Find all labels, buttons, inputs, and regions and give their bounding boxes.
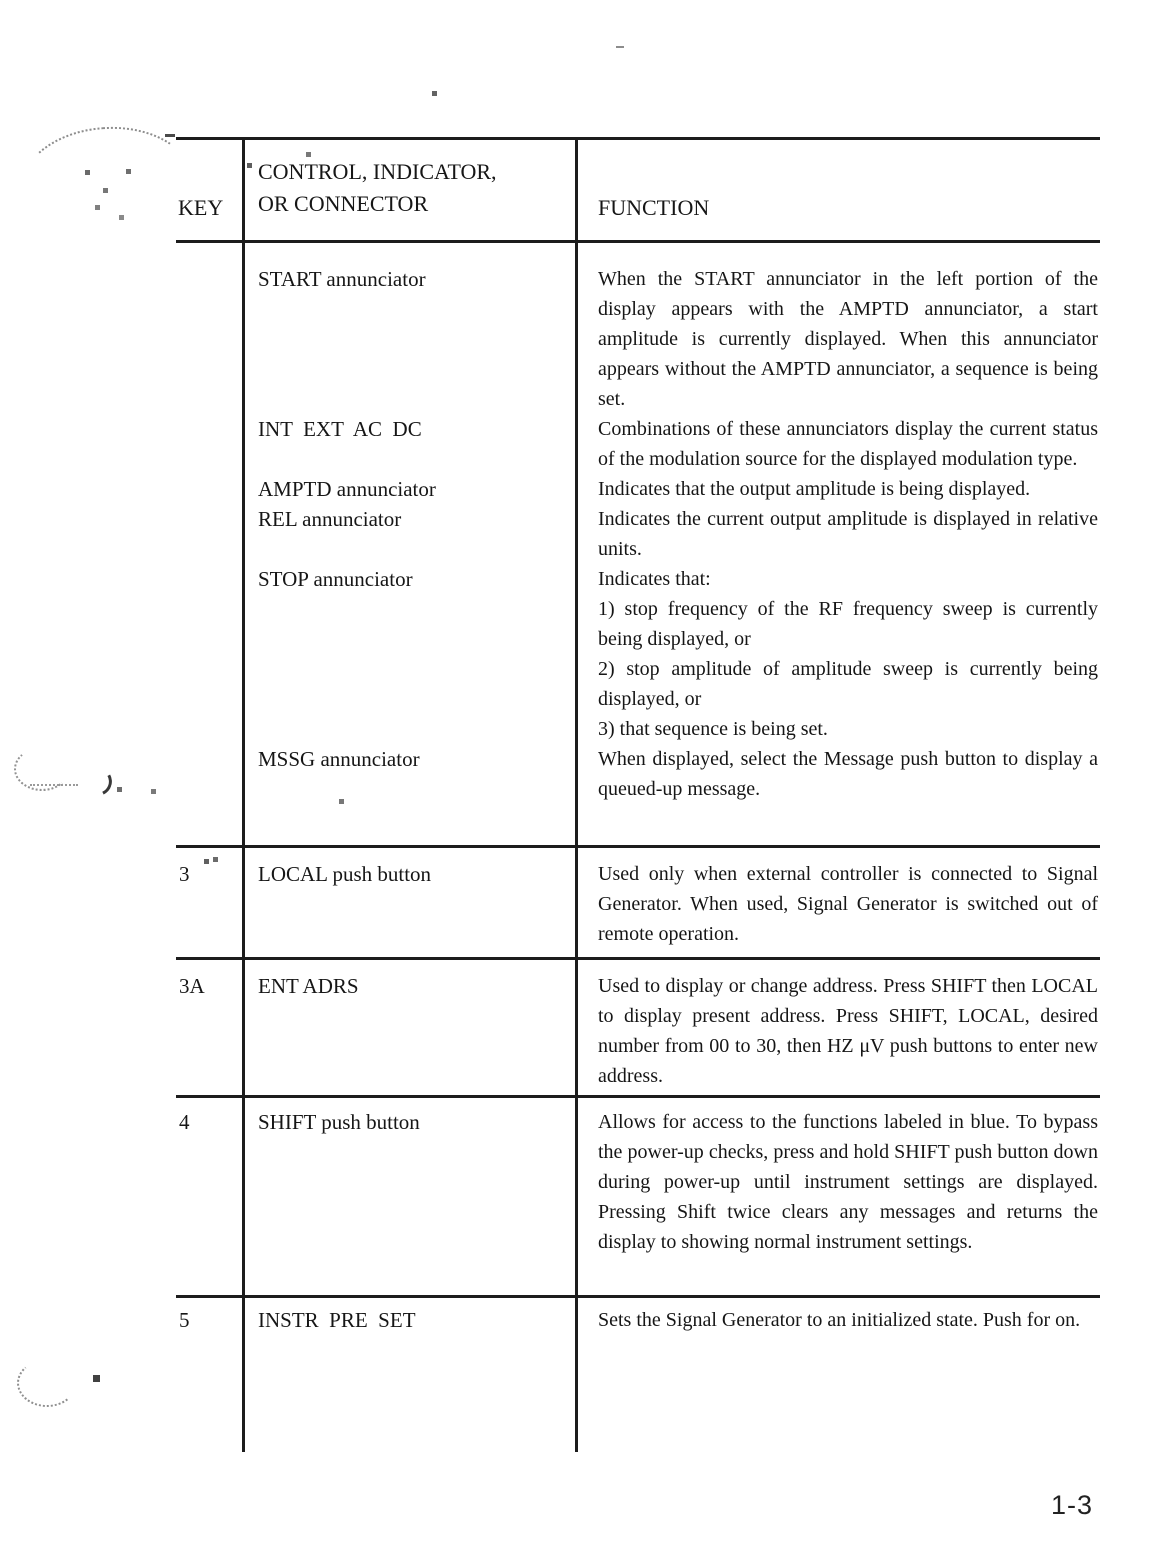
- scan-artifact-arc-bottom-left: [17, 1359, 77, 1407]
- function-paragraph: Used only when external controller is connected to Signal Generator. When used, Signal Generator is switched out of remote operation.: [598, 863, 1098, 945]
- table-row: [178, 957, 1100, 1095]
- table-entry: [242, 474, 1100, 504]
- function-text: [575, 744, 1100, 804]
- key-value: 3A: [179, 974, 205, 998]
- key-value: [178, 264, 242, 845]
- function-text: [575, 414, 1100, 474]
- table-row: [178, 1295, 1100, 1452]
- header-control-line2: OR CONNECTOR: [258, 191, 429, 216]
- control-label: START annunciator: [258, 267, 426, 291]
- scan-artifact-speckles: [0, 0, 3, 3]
- header-control-line1: CONTROL, INDICATOR,: [258, 159, 497, 184]
- function-paragraph: When displayed, select the Message push button to display a queued-up message.: [598, 748, 1098, 800]
- control-label: STOP annunciator: [258, 567, 413, 591]
- key-value: 5: [179, 1308, 190, 1332]
- function-paragraph: Sets the Signal Generator to an initialized state. Push for on.: [598, 1309, 1081, 1331]
- table-entry: [242, 859, 1100, 949]
- control-label: MSSG annunciator: [258, 747, 420, 771]
- page-number: 1-3: [1051, 1490, 1094, 1520]
- function-paragraph: Used to display or change address. Press SHIFT then LOCAL to display present address. Press SHIFT, LOCAL, desired number from 00 to 30, then HZ μV push buttons to enter new address.: [598, 975, 1098, 1087]
- function-text: [575, 474, 1100, 504]
- function-text: [575, 1107, 1100, 1257]
- control-label: AMPTD annunciator: [258, 477, 436, 501]
- function-text: [575, 971, 1100, 1091]
- scan-artifact-pencil-hook: [76, 762, 116, 800]
- table-entry: [242, 504, 1100, 564]
- control-label: INT EXT AC DC: [258, 417, 422, 441]
- function-paragraph: Allows for access to the functions labeled in blue. To bypass the power-up checks, press and hold SHIFT push button down during power-up until instrument settings are displayed. Pressing Shift twice clears any messages and returns the display to showing normal instrument settings.: [598, 1111, 1098, 1253]
- function-paragraph: Indicates the current output amplitude is displayed in relative units.: [598, 508, 1098, 560]
- scan-artifact-tick-small: [616, 46, 624, 48]
- table-row: [178, 1095, 1100, 1295]
- scan-artifact-tick: [165, 134, 175, 137]
- table-entry: [242, 1305, 1100, 1335]
- key-value: 3: [179, 862, 190, 886]
- table-entry: [242, 414, 1100, 474]
- function-paragraph: Indicates that:: [598, 568, 711, 590]
- table-entry: [242, 564, 1100, 744]
- function-text: [575, 1305, 1100, 1335]
- function-paragraph: Combinations of these annunciators display the current status of the modulation source for the displayed modulation type.: [598, 418, 1098, 470]
- table-entry: [242, 264, 1100, 414]
- header-function: FUNCTION: [598, 195, 710, 220]
- control-label: INSTR PRE SET: [258, 1308, 416, 1332]
- function-paragraph: Indicates that the output amplitude is being displayed.: [598, 478, 1031, 500]
- function-paragraph: 1) stop frequency of the RF frequency sweep is currently being displayed, or: [598, 598, 1098, 650]
- table-row: [178, 240, 1100, 845]
- header-key: KEY: [178, 195, 224, 220]
- table-entry: [242, 744, 1100, 804]
- control-label: SHIFT push button: [258, 1110, 420, 1134]
- table-row: [178, 845, 1100, 957]
- table-header-row: [178, 137, 1100, 240]
- scan-artifact-arc-middle-left: [14, 747, 70, 791]
- control-label: LOCAL push button: [258, 862, 432, 886]
- function-paragraph: 3) that sequence is being set.: [598, 718, 828, 740]
- table-entry: [242, 1107, 1100, 1257]
- function-text: [575, 859, 1100, 949]
- key-value: 4: [179, 1110, 190, 1134]
- table-entry: [242, 971, 1100, 1091]
- function-text: [575, 504, 1100, 564]
- function-paragraph: When the START annunciator in the left portion of the display appears with the AMPTD annunciator, a start amplitude is currently displayed. When this annunciator appears without the AMPTD annunciator, a sequence is being set.: [598, 268, 1098, 410]
- function-text: [575, 564, 1100, 744]
- control-label: ENT ADRS: [258, 974, 359, 998]
- control-label: REL annunciator: [258, 507, 402, 531]
- scan-artifact-arc-top-left: [16, 121, 198, 249]
- control-function-table: [178, 137, 1100, 1452]
- header-control-indicator: [242, 137, 575, 240]
- scan-artifact-dotted-tail: [30, 784, 78, 786]
- function-text: [575, 264, 1100, 414]
- function-paragraph: 2) stop amplitude of amplitude sweep is currently being displayed, or: [598, 658, 1098, 710]
